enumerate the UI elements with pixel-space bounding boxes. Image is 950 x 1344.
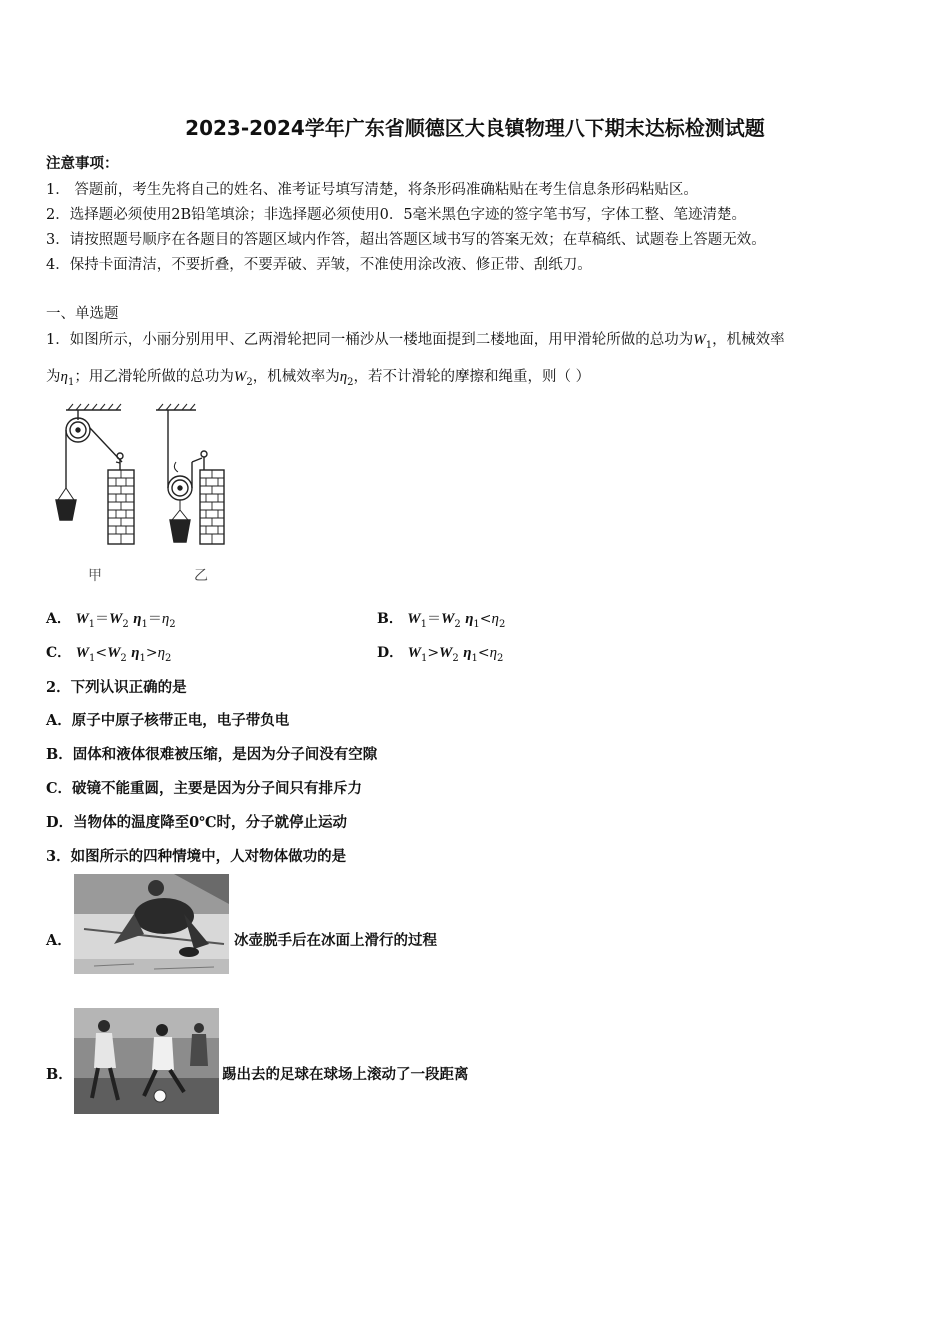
sub: 1 xyxy=(139,652,146,664)
w-symbol: W xyxy=(441,611,455,627)
bucket-b xyxy=(170,520,190,542)
relation: < xyxy=(95,645,108,661)
q1-text-e: ，机械效率为 xyxy=(252,369,340,385)
q2-option-a[interactable] xyxy=(46,709,289,730)
eta-symbol: η xyxy=(133,611,142,627)
option-label: B． xyxy=(46,746,73,763)
eta-symbol: η xyxy=(131,645,140,661)
q1-text-b: ，机械效率 xyxy=(712,332,785,348)
q1-stem-line2 xyxy=(46,365,590,388)
sub: 1 xyxy=(420,652,428,664)
sub: 1 xyxy=(471,652,478,664)
sub: 2 xyxy=(120,652,127,664)
q3-option-a-label[interactable]: A． xyxy=(46,932,72,949)
sub: 2 xyxy=(452,652,459,664)
option-text: 原子中原子核带正电，电子带负电 xyxy=(71,712,290,729)
relation: ＝ xyxy=(147,611,162,627)
eta-symbol: η xyxy=(465,611,474,627)
w-symbol: W xyxy=(407,611,421,627)
sub: 1 xyxy=(473,618,480,630)
q1-w1-symbol: W xyxy=(693,332,706,348)
option-text: 破镜不能重圆，主要是因为分子间只有排斥力 xyxy=(72,780,363,797)
q1-option-c[interactable] xyxy=(46,642,171,664)
sub: 2 xyxy=(497,652,504,664)
eta-symbol: η xyxy=(463,645,472,661)
option-text: 当物体的温度降至0℃时，分子就停止运动 xyxy=(73,814,348,831)
ceiling-hatch-b xyxy=(158,404,195,410)
relation: < xyxy=(479,611,492,627)
sub: 2 xyxy=(454,618,461,630)
q3-stem: 3．如图所示的四种情境中，人对物体做功的是 xyxy=(46,848,347,865)
relation: > xyxy=(145,645,158,661)
option-label: C． xyxy=(46,780,73,797)
sub: 2 xyxy=(169,618,176,630)
person-b xyxy=(201,451,207,457)
option-label: D． xyxy=(377,645,404,661)
relation: ＝ xyxy=(95,611,110,627)
q2-option-d[interactable] xyxy=(46,811,347,832)
eta-symbol: η xyxy=(157,645,166,661)
option-label: D． xyxy=(46,814,74,831)
q1-eta2-symbol: η xyxy=(339,369,348,385)
q3-option-a-text[interactable]: 冰壶脱手后在冰面上滑行的过程 xyxy=(234,932,437,949)
q1-option-a[interactable] xyxy=(46,608,176,630)
section-heading: 一、单选题 xyxy=(46,306,119,322)
q1-text-f: ，若不计滑轮的摩擦和绳重，则（ ） xyxy=(353,369,591,385)
q2-stem: 2．下列认识正确的是 xyxy=(46,679,187,696)
sub: 1 xyxy=(420,618,428,630)
sub: 1 xyxy=(141,618,148,630)
relation: < xyxy=(477,645,490,661)
eta-symbol: η xyxy=(161,611,170,627)
q1-eta1-sub: 1 xyxy=(67,376,75,388)
w-symbol: W xyxy=(75,611,89,627)
eta-symbol: η xyxy=(491,611,499,627)
q1-w2-sub: 2 xyxy=(246,376,253,388)
notice-item-2: 2．选择题必须使用2B铅笔填涂；非选择题必须使用0．5毫米黑色字迹的签字笔书写，字体工整、笔迹清楚。 xyxy=(46,207,747,223)
sub: 2 xyxy=(165,652,172,664)
fig-label-yi: 乙 xyxy=(194,568,208,584)
sub: 1 xyxy=(88,652,96,664)
w-symbol: W xyxy=(107,645,121,661)
w-symbol: W xyxy=(407,645,421,661)
ceiling-hatch-a xyxy=(68,404,121,410)
q1-w2-symbol: W xyxy=(233,369,247,385)
option-label: C． xyxy=(46,645,72,661)
notice-item-3: 3．请按照题号顺序在各题目的答题区域内作答，超出答题区域书写的答案无效；在草稿纸、试题卷上答题无效。 xyxy=(46,232,766,248)
q2-option-c[interactable] xyxy=(46,777,362,798)
q1-stem-line1 xyxy=(46,328,785,351)
relation: > xyxy=(427,645,440,661)
q1-option-d[interactable] xyxy=(377,642,503,664)
q1-text-d: ；用乙滑轮所做的总功为 xyxy=(74,369,234,385)
page-title: 2023-2024学年广东省顺德区大良镇物理八下期末达标检测试题 xyxy=(185,116,765,140)
notice-heading: 注意事项： xyxy=(46,155,119,172)
option-label: A． xyxy=(46,712,72,729)
notice-item-1: 1． 答题前，考生先将自己的姓名、准考证号填写清楚，将条形码准确粘贴在考生信息条形码粘贴区。 xyxy=(46,182,698,198)
option-text: 固体和液体很难被压缩，是因为分子间没有空隙 xyxy=(72,746,378,763)
curling-photo xyxy=(74,874,229,974)
fig-label-jia: 甲 xyxy=(88,568,102,584)
sub: 2 xyxy=(122,618,129,630)
option-label: B． xyxy=(377,611,403,627)
q1-text-a: 1．如图所示，小丽分别用甲、乙两滑轮把同一桶沙从一楼地面提到二楼地面，用甲滑轮所做的总功为 xyxy=(46,332,694,348)
q1-text-c: 为 xyxy=(46,369,61,385)
w-symbol: W xyxy=(109,611,123,627)
person-a xyxy=(117,453,123,459)
football-photo xyxy=(74,1008,219,1114)
q2-option-b[interactable] xyxy=(46,743,377,764)
pulley-figure xyxy=(46,400,246,590)
bucket-a xyxy=(56,500,76,520)
q3-option-b-text[interactable]: 踢出去的足球在球场上滚动了一段距离 xyxy=(222,1066,469,1083)
eta-symbol: η xyxy=(489,645,498,661)
option-label: A． xyxy=(46,611,71,627)
notice-item-4: 4．保持卡面清洁，不要折叠，不要弄破、弄皱，不准使用涂改液、修正带、刮纸刀。 xyxy=(46,257,592,273)
relation: ＝ xyxy=(427,611,442,627)
q1-w1-sub: 1 xyxy=(705,339,713,351)
q1-option-b[interactable] xyxy=(377,608,505,630)
q1-eta2-sub: 2 xyxy=(347,376,354,388)
q3-option-b-label[interactable]: B． xyxy=(46,1066,73,1083)
q1-eta1-symbol: η xyxy=(60,369,68,385)
sub: 1 xyxy=(88,618,96,630)
sub: 2 xyxy=(498,618,506,630)
w-symbol: W xyxy=(439,645,453,661)
w-symbol: W xyxy=(75,645,89,661)
